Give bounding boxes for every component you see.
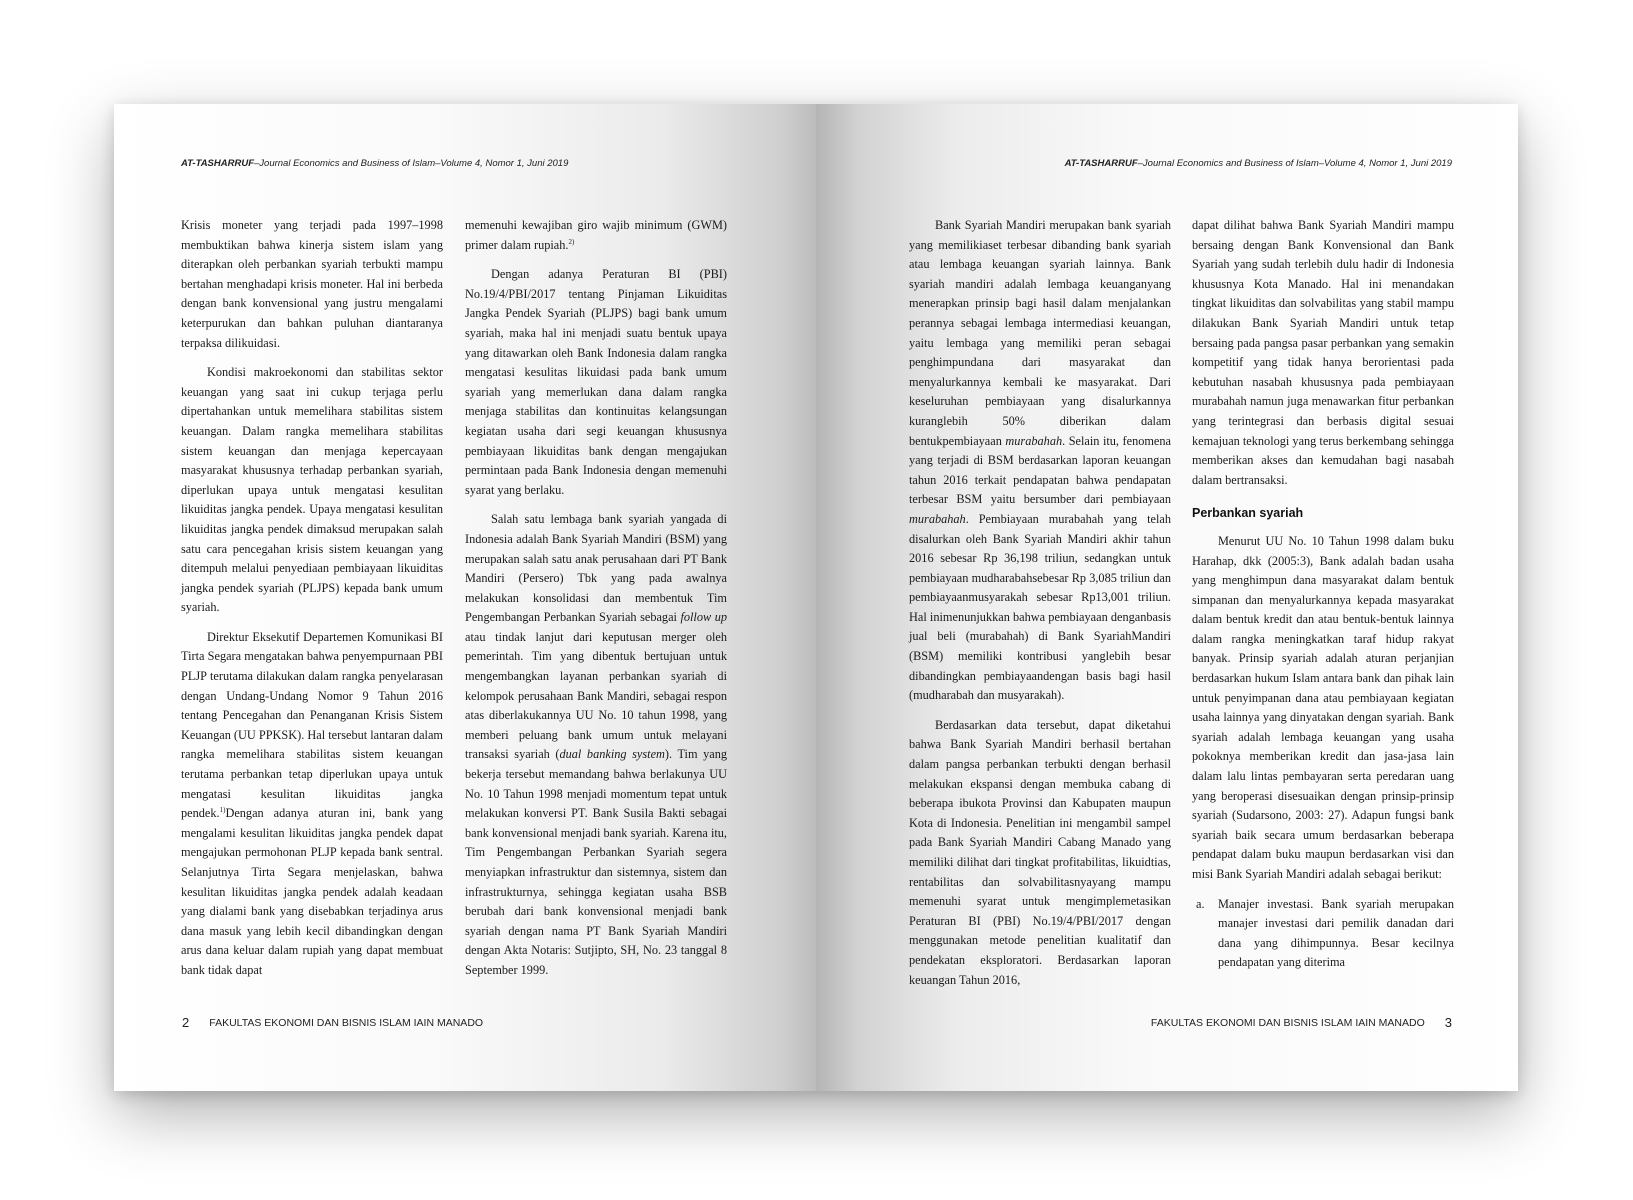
list-item	[1192, 895, 1454, 973]
right-page	[816, 104, 1518, 1091]
page-number: 3	[1444, 1015, 1452, 1030]
italic-term: dual banking system	[559, 747, 665, 762]
paragraph	[465, 216, 727, 255]
text-run: memenuhi kewajiban giro wajib minimum (GWM) primer dalam rupiah.	[465, 218, 727, 252]
running-head	[181, 158, 568, 169]
page-footer	[1151, 1015, 1452, 1030]
magazine-spread	[114, 104, 1518, 1091]
paragraph	[465, 510, 727, 980]
text-run: Dengan adanya aturan ini, bank yang mengalami kesulitan likuiditas jangka pendek dapat mengajukan permohonan PLJP kepada bank sentral. Selanjutnya Tirta Segara menjelaskan, bahwa kesulitan likuiditas jangka pendek adalah keadaan yang dialami bank yang disebabkan terjadinya arus dana masuk yang lebih kecil dibandingkan dengan arus dana keluar dalam rupiah yang dapat membuat bank tidak dapat	[181, 806, 443, 977]
text-run: . Selain itu, fenomena yang terjadi di BSM berdasarkan laporan keuangan tahun 2016 terkait pendapatan bahwa pendapatan terbesar BSM yaitu bersumber dari pembiayaan	[909, 433, 1171, 507]
list-marker: a.	[1196, 896, 1205, 911]
right-column-1	[909, 216, 1171, 1000]
footer-text: FAKULTAS EKONOMI DAN BISNIS ISLAM IAIN MANADO	[209, 1016, 484, 1029]
left-column-1	[181, 216, 443, 991]
footer-text: FAKULTAS EKONOMI DAN BISNIS ISLAM IAIN MANADO	[1150, 1016, 1425, 1029]
text-run: . Pembiayaan murabahah yang telah disalurkan oleh Bank Syariah Mandiri akhir tahun 2016 sebesar Rp 36,198 triliun, sedangkan untuk pembiayaan mudharabahsebesar Rp 3,085 triliun dan pembiayaanmusyarakah sebesar Rp13,001 triliun. Hal inimenunjukkan bahwa pembiayaan denganbasis jual beli (murabahah) di Bank SyariahMandiri (BSM) memiliki kontribusi yanglebih besar dibandingkan pembiayaandengan basis bagi hasil (mudharabah dan musyarakah).	[909, 511, 1171, 703]
text-run: Direktur Eksekutif Departemen Komunikasi BI Tirta Segara mengatakan bahwa penyempurnaan PBI PLJP terutama dilakukan dalam rangka penyelarasan dengan Undang-Undang Nomor 9 Tahun 2016 tentang Pencegahan dan Penanganan Krisis Sistem Keuangan (UU PPKSK). Hal tersebut lantaran dalam rangka memelihara stabilitas sistem keuangan terutama perbankan tetap diperlukan upaya untuk mengatasi kesulitan likuiditas jangka pendek.	[181, 629, 443, 821]
list-item-text: Manajer investasi. Bank syariah merupakan manajer investasi dari pemilik danadan dari dana yang dihimpunnya. Besar kecilnya pendapatan yang diterima	[1218, 896, 1454, 970]
italic-term: follow up	[680, 610, 727, 625]
text-run: atau tindak lanjut dari keputusan merger oleh pemerintah. Tim yang dibentuk bertujuan untuk mengembangkan layanan perbankan syariah di kelompok perusahaan Bank Mandiri, sebagai respon atas diberlakukannya UU No. 10 tahun 1998, yang memberi peluang bank umum untuk melayani transaksi syariah (	[465, 629, 727, 762]
journal-subtitle: –Journal Economics and Business of Islam–Volume 4, Nomor 1, Juni 2019	[1137, 158, 1452, 169]
left-page	[114, 104, 816, 1091]
text-run: Salah satu lembaga bank syariah yangada di Indonesia adalah Bank Syariah Mandiri (BSM) yang merupakan salah satu anak perusahaan dari PT Bank Mandiri (Persero) Tbk yang pada awalnya melakukan konsolidasi dan membentuk Tim Pengembangan Perbankan Syariah sebagai	[465, 512, 727, 625]
page-footer	[182, 1015, 483, 1030]
text-run: Bank Syariah Mandiri merupakan bank syariah yang memilikiaset terbesar dibanding bank syariah atau lembaga keuangan syariah lainnya. Bank syariah mandiri adalah lembaga keuanganyang menerapkan prinsip bagi hasil dalam menjalankan perannya sebagai lembaga intermediasi keuangan, yaitu lembaga yang memiliki peran sebagai penghimpundana dari masyarakat dan menyalurkannya kembali ke masyarakat. Dari keseluruhan pembiayaan yang disalurkannya kuranglebih 50% diberikan dalam bentukpembiayaan	[909, 218, 1171, 448]
footnote-ref: 1)	[219, 806, 226, 815]
paragraph: Krisis moneter yang terjadi pada 1997–1998 membuktikan bahwa kinerja sistem islam yang diterapkan oleh perbankan syariah terbukti mampu bertahan menghadapi krisis moneter. Hal ini berbeda dengan bank konvensional yang justru mengalami keterpurukan dan bahkan puluhan diantaranya terpaksa dilikuidasi.	[181, 218, 443, 350]
paragraph: Dengan adanya Peraturan BI (PBI) No.19/4/PBI/2017 tentang Pinjaman Likuiditas Jangka Pendek Syariah (PLJPS) bagi bank umum syariah, maka hal ini menjadi suatu bentuk upaya yang ditawarkan oleh Bank Indonesia dalam rangka mengatasi kesulitas likuidasi pada bank umum syariah yang memerlukan dana dalam rangka menjaga stabilitas dan kontinuitas kelangsungan kegiatan usaha dari segi keuangan khususnya pembiayaan likuiditas bank dengan mengajukan permintaan pada Bank Indonesia dengan memenuhi syarat yang berlaku.	[465, 267, 727, 497]
text-run: ). Tim yang bekerja tersebut memandang bahwa berlakunya UU No. 10 Tahun 1998 menjadi momentum tepat untuk melakukan konversi PT. Bank Susila Bakti sebagai bank konvensional menjadi bank syariah. Karena itu, Tim Pengembangan Perbankan Syariah segera menyiapkan infrastruktur dan sistemnya, sistem dan infrastrukturnya, sehingga kegiatan usaha BSB berubah dari bank konvensional menjadi bank syariah dengan nama PT Bank Syariah Mandiri dengan Akta Notaris: Sutjipto, SH, No. 23 tanggal 8 September 1999.	[465, 747, 727, 977]
paragraph	[909, 216, 1171, 706]
paragraph: Kondisi makroekonomi dan stabilitas sektor keuangan yang saat ini cukup terjaga perlu dipertahankan untuk memelihara stabilitas sistem keuangan. Dalam rangka memelihara stabilitas sistem keuangan dan menjaga kepercayaan masyarakat khususnya terhadap perbankan syariah, diperlukan upaya untuk mengatasi kesulitan likuiditas jangka pendek. Upaya mengatasi kesulitan likuiditas jangka pendek dimaksud merupakan salah satu cara pencegahan krisis sistem keuangan yang ditempuh melalui penyediaan pembiayaan likuiditas jangka pendek syariah (PLJPS) kepada bank umum syariah.	[181, 365, 443, 615]
journal-subtitle: –Journal Economics and Business of Islam–Volume 4, Nomor 1, Juni 2019	[254, 158, 569, 169]
running-head	[1065, 158, 1452, 169]
left-column-2	[465, 216, 727, 991]
paragraph: Berdasarkan data tersebut, dapat diketahui bahwa Bank Syariah Mandiri berhasil bertahan dalam pangsa perbankan terbukti dengan berhasil melakukan ekspansi dengan membuka cabang di beberapa ibukota Provinsi dan Kabupaten maupun Kota di Indonesia. Penelitian ini mengambil sampel pada Bank Syariah Mandiri Cabang Manado yang memiliki dilihat dari tingkat profitabilitas, likuidtias, rentabilitas dan solvabilitasnyayang mampu memenuhi syarat untuk mengimplemetasikan Peraturan BI (PBI) No.19/4/PBI/2017 dengan menggunakan metode penelitian kualitatif dan pendekatan eksploratori. Berdasarkan laporan keuangan Tahun 2016,	[909, 717, 1171, 987]
journal-title: AT-TASHARRUF	[181, 158, 254, 169]
page-number: 2	[182, 1015, 190, 1030]
paragraph: Menurut UU No. 10 Tahun 1998 dalam buku Harahap, dkk (2005:3), Bank adalah badan usaha yang menghimpun dana masyarakat dalam bentuk simpanan dan menyalurkannya kepada masyarakat dalam bentuk kredit dan atau bentuk-bentuk lainnya dalam rangka meningkatkan taraf hidup rakyat banyak. Prinsip syariah adalah aturan perjanjian berdasarkan hukum Islam antara bank dan pihak lain untuk penyimpanan dana atau pembiayaan kegiatan usaha lainnya yang dinyatakan dengan syariah. Bank syariah adalah lembaga keuangan yang usaha pokoknya memberikan kredit dan jasa-jasa lain dalam lalu lintas pembayaran serta peredaran uang yang beroperasi disesuaikan dengan prinsip-prinsip syariah (Sudarsono, 2003: 27). Adapun fungsi bank syariah baik secara umum berdasarkan beberapa pendapat dalam buku maupun berdasarkan visi dan misi Bank Syariah Mandiri adalah sebagai berikut:	[1192, 533, 1454, 881]
paragraph: dapat dilihat bahwa Bank Syariah Mandiri mampu bersaing dengan Bank Konvensional dan Bank Syariah yang sudah terlebih dulu hadir di Indonesia khususnya Kota Manado. Hal ini menandakan tingkat likuiditas dan solvabilitas yang stabil mampu dilakukan Bank Syariah Mandiri untuk tetap bersaing pada pangsa pasar perbankan yang semakin kompetitif yang tidak hanya berorientasi pada kebutuhan nasabah khususnya pada pembiayaan murabahah namun juga menawarkan fitur perbankan yang terintegrasi dan berbasis digital sesuai kemajuan teknologi yang terus berkembang sehingga memberikan akses dan kemudahan bagi nasabah dalam bertransaksi.	[1192, 218, 1454, 487]
section-heading: Perbankan syariah	[1192, 506, 1304, 521]
paragraph	[181, 628, 443, 981]
italic-term: murabahah	[909, 511, 966, 526]
footnote-ref: 2)	[568, 237, 575, 246]
right-column-2	[1192, 216, 1454, 973]
journal-title: AT-TASHARRUF	[1064, 158, 1138, 169]
italic-term: murabahah	[1005, 433, 1063, 448]
